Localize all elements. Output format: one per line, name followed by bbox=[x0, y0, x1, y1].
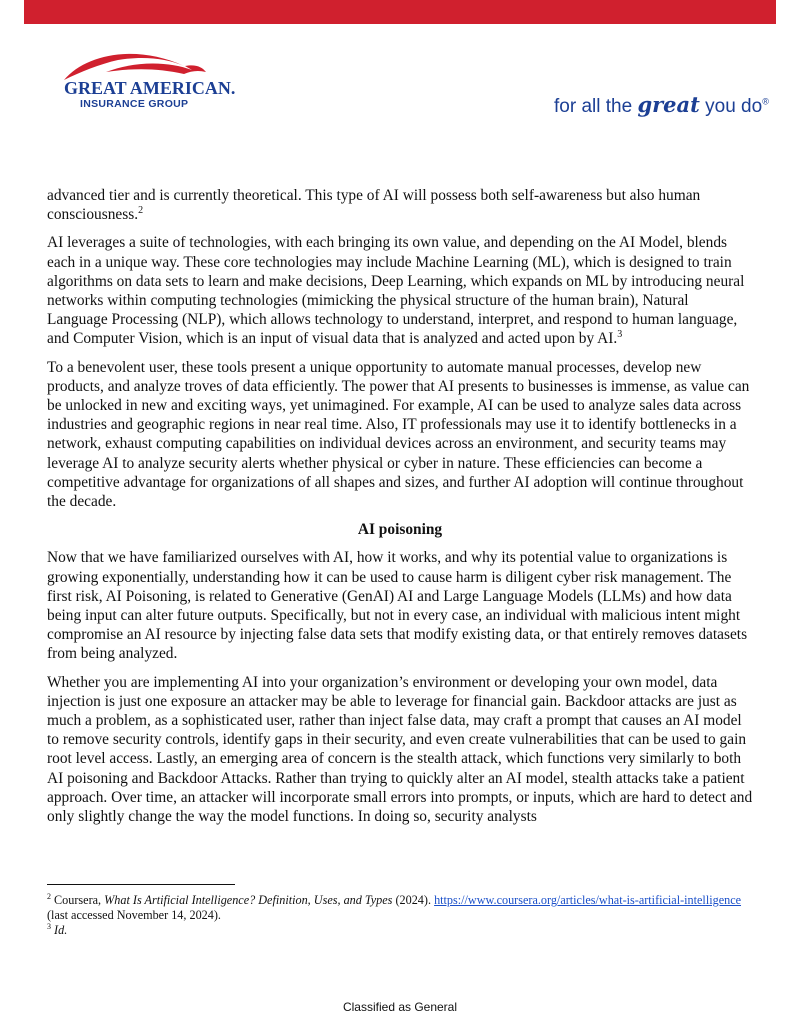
footnote-ref[interactable]: 3 bbox=[617, 329, 623, 341]
registered-mark: ® bbox=[762, 96, 769, 107]
footnote-2 bbox=[47, 893, 753, 923]
header-red-bar bbox=[24, 0, 776, 24]
paragraph bbox=[47, 186, 753, 224]
tagline-great: great bbox=[637, 92, 700, 117]
footnotes bbox=[47, 893, 753, 938]
logo-subtitle: INSURANCE GROUP bbox=[80, 98, 189, 110]
great-american-logo bbox=[46, 40, 236, 120]
footnote-title: What Is Artificial Intelligence? Definition, Uses, and Types bbox=[104, 893, 393, 907]
footnote-3 bbox=[47, 923, 753, 938]
tagline-post: you do bbox=[699, 96, 763, 117]
paragraph bbox=[47, 233, 753, 348]
tagline-pre: for all the bbox=[554, 96, 638, 117]
footnote-link[interactable]: https://www.coursera.org/articles/what-is-artificial-intelligence bbox=[434, 893, 742, 907]
logo-wordmark: GREAT AMERICAN. bbox=[64, 78, 236, 98]
section-heading: AI poisoning bbox=[357, 521, 443, 539]
footnote-source: Coursera, bbox=[51, 893, 105, 907]
footnote-text: Id. bbox=[54, 923, 68, 937]
footnote-year: (2024). bbox=[392, 893, 435, 907]
document-body bbox=[47, 186, 753, 835]
brand-tagline bbox=[554, 92, 769, 118]
paragraph-text: advanced tier and is currently theoretical. This type of AI will possess both self-awareness but also human consciousness. bbox=[47, 187, 701, 224]
footnote-divider bbox=[47, 884, 235, 885]
paragraph: To a benevolent user, these tools present a unique opportunity to automate manual processes, develop new products, and analyze troves of data efficiently. The power that AI presents to businesses is immense, as value can be unlocked in new and exciting ways, yet unimagined. For example, AI can be used to analyze sales data across industries and geographic regions in near real time. Also, IT professionals may use it to identify bottlenecks in a network, exhaust computing capabilities on individual devices across an environment, and security teams may leverage AI to analyze security alerts whether physical or cyber in nature. These efficiencies can become a competitive advantage for organizations of all shapes and sizes, and further AI adoption will continue throughout the decade. bbox=[47, 358, 750, 511]
footnote-number: 2 bbox=[47, 891, 51, 901]
paragraph: Now that we have familiarized ourselves with AI, how it works, and why its potential value to organizations is growing exponentially, understanding how it can be used to cause harm is diligent cyber risk management. The first risk, AI Poisoning, is related to Generative (GenAI) AI and Large Language Models (LLMs) and how data being input can alter future outputs. Specifically, but not in every case, an individual with malicious intent might compromise an AI resource by injecting false data sets that modify existing data, or that entirely removes datasets from being analyzed. bbox=[47, 549, 748, 663]
footnote-ref[interactable]: 2 bbox=[138, 205, 144, 217]
classification-label: Classified as General bbox=[342, 1000, 458, 1014]
footnote-accessed: (last accessed November 14, 2024). bbox=[47, 908, 221, 922]
paragraph: Whether you are implementing AI into your organization’s environment or developing your own model, data injection is just one exposure an attacker may be able to leverage for financial gain. Backdoor attacks are just as much a problem, as a sophisticated user, rather than inject false data, may craft a prompt that causes an AI model to remove security controls, identify gaps in their security, and even create vulnerabilities that can be used to gain root level access. Lastly, an emerging area of concern is the stealth attack, which functions very similarly to both AI poisoning and Backdoor Attacks. Rather than trying to quickly alter an AI model, stealth attacks take a patient approach. Over time, an attacker will incorporate small errors into prompts, or inputs, which are hard to detect and only slightly change the way the model functions. In doing so, security analysts bbox=[47, 673, 753, 826]
paragraph-text: AI leverages a suite of technologies, with each bringing its own value, and depending on the AI Model, blends each in a unique way. These core technologies may include Machine Learning (ML), which is designed to train algorithms on data sets to learn and make decisions, Deep Learning, which expands on ML by introducing neural networks within computing technologies (mimicking the physical structure of the human brain), Natural Language Processing (NLP), which allows technology to understand, interpret, and respond to human language, and Computer Vision, which is an input of visual data that is analyzed and acted upon by AI. bbox=[47, 234, 745, 348]
footnote-number: 3 bbox=[47, 921, 51, 931]
